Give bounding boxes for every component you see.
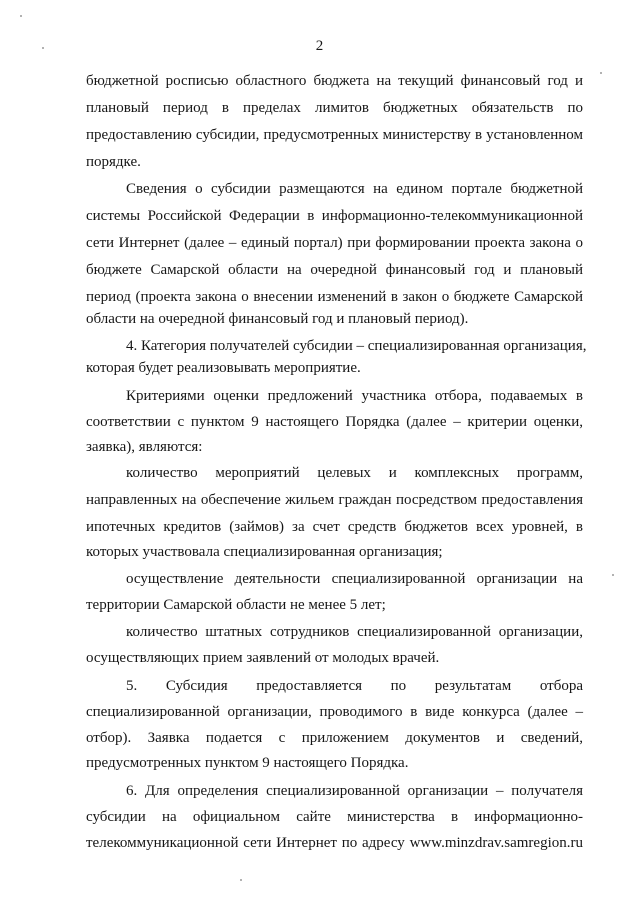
page-number: 2 <box>315 38 324 54</box>
paragraph-line: субсидии на официальном сайте министерства в информационно- <box>86 809 583 825</box>
paragraph-line: отбор). Заявка подается с приложением документов и сведений, <box>86 730 583 746</box>
paragraph-line: количество штатных сотрудников специализированной организации, <box>126 624 583 640</box>
paragraph-line: осуществляющих прием заявлений от молодых врачей. <box>86 650 440 666</box>
paragraph-line: соответствии с пунктом 9 настоящего Порядка (далее – критерии оценки, <box>86 414 583 430</box>
paragraph-line: предоставлению субсидии, предусмотренных министерству в установленном <box>86 127 583 143</box>
scan-speck <box>240 879 242 881</box>
scan-speck <box>612 574 614 576</box>
paragraph-line: бюджетной росписью областного бюджета на текущий финансовый год и <box>86 73 583 89</box>
scan-speck <box>20 15 22 17</box>
paragraph-line: бюджете Самарской области на очередной финансовый год и плановый <box>86 262 583 278</box>
paragraph-line: 4. Категория получателей субсидии – специализированная организация, <box>126 338 587 354</box>
paragraph-line: осуществление деятельности специализированной организации на <box>126 571 583 587</box>
paragraph-line: территории Самарской области не менее 5 лет; <box>86 597 386 613</box>
paragraph-line: заявка), являются: <box>86 439 203 455</box>
paragraph-line: 5. Субсидия предоставляется по результатам отбора <box>126 678 583 694</box>
paragraph-line: Сведения о субсидии размещаются на едином портале бюджетной <box>126 181 583 197</box>
paragraph-line: период (проекта закона о внесении изменений в закон о бюджете Самарской <box>86 289 583 305</box>
scan-speck <box>600 72 602 74</box>
paragraph-line: плановый период в пределах лимитов бюджетных обязательств по <box>86 100 583 116</box>
scan-speck <box>42 47 44 49</box>
paragraph-line: направленных на обеспечение жильем граждан посредством предоставления <box>86 492 583 508</box>
paragraph-line: телекоммуникационной сети Интернет по адресу www.minzdrav.samregion.ru <box>86 835 583 851</box>
paragraph-line: количество мероприятий целевых и комплексных программ, <box>126 465 583 481</box>
paragraph-line: специализированной организации, проводимого в виде конкурса (далее – <box>86 704 583 720</box>
paragraph-line: 6. Для определения специализированной организации – получателя <box>126 783 583 799</box>
paragraph-line: Критериями оценки предложений участника отбора, подаваемых в <box>126 388 583 404</box>
paragraph-line: области на очередной финансовый год и плановый период). <box>86 311 469 327</box>
paragraph-line: которых участвовала специализированная организация; <box>86 544 443 560</box>
paragraph-line: системы Российской Федерации в информационно-телекоммуникационной <box>86 208 583 224</box>
paragraph-line: которая будет реализовывать мероприятие. <box>86 360 361 376</box>
paragraph-line: ипотечных кредитов (займов) за счет средств бюджетов всех уровней, в <box>86 519 583 535</box>
paragraph-line: сети Интернет (далее – единый портал) при формировании проекта закона о <box>86 235 583 251</box>
paragraph-line: порядке. <box>86 154 141 170</box>
paragraph-line: предусмотренных пунктом 9 настоящего Порядка. <box>86 755 409 771</box>
